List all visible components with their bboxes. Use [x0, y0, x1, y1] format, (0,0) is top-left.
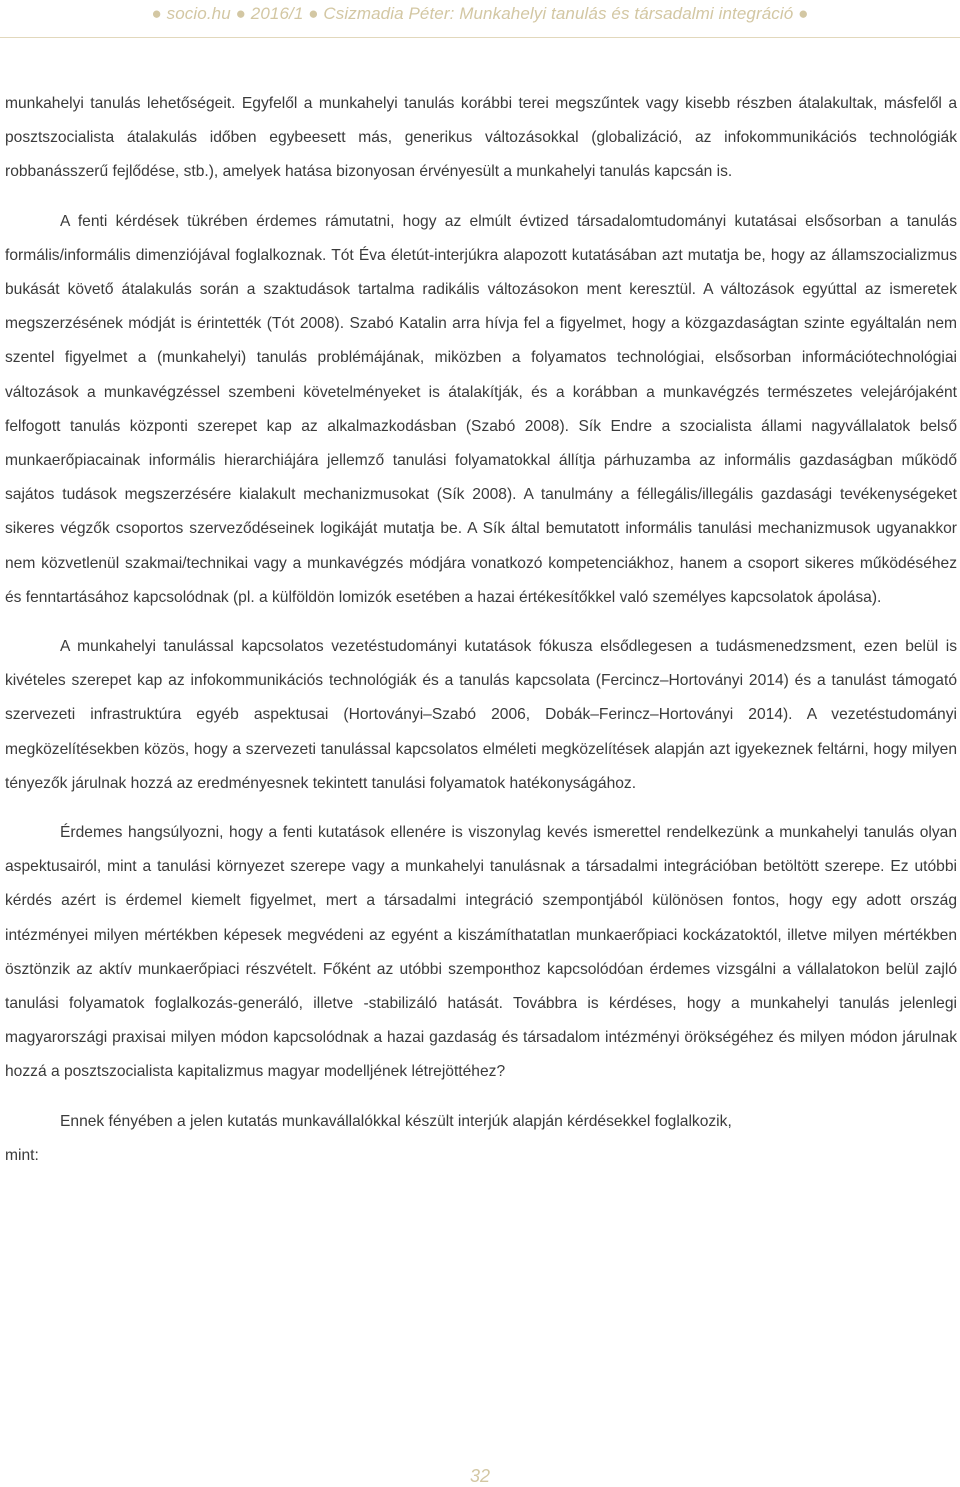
paragraph-5	[5, 1105, 957, 1173]
paragraph-5-last-word: mint:	[5, 1146, 39, 1164]
header-divider	[0, 37, 960, 38]
paragraph-3: A munkahelyi tanulással kapcsolatos vezetéstudományi kutatások fókusza elsődlegesen a tudásmenedzsment, ezen belül is kivételes szerepet kap az infokommunikációs technológiák és a tanulás kapcsolata (Fercincz–Hortoványi 2014) és a tanulást támogató szervezeti infrastruktúra egyéb aspektusai (Hortoványi–Szabó 2006, Dobák–Ferincz–Hortoványi 2014). A vezetéstudományi megközelítésekben közös, hogy a szervezeti tanulással kapcsolatos elméleti megközelítések alapján azt igyekeznek feltárni, hogy milyen tényezők járulnak hozzá az eredményesnek tekintett tanulási folyamatok hatékonyságához.	[5, 638, 957, 792]
running-header-text: ● socio.hu ● 2016/1 ● Csizmadia Péter: Munkahelyi tanulás és társadalmi integráció ●	[151, 4, 809, 23]
paragraph-4: Érdemes hangsúlyozni, hogy a fenti kutatások ellenére is viszonylag kevés ismerettel rendelkezünk a munkahelyi tanulás olyan aspektusairól, mint a tanulási környezet szerepe vagy a munkahelyi tanulásnak a társadalmi integrációban betöltött szerepe. Ez utóbbi kérdés azért is érdemel kiemelt figyelmet, mert a társadalmi integráció szempontjából különösen fontos, hogy egy adott ország intézményei milyen mértékben képesek megvédeni az egyént a kiszámíthatatlan munkaerőpiaci kockázatoktól, illetve milyen mértékben ösztönzik az aktív munkaerőpiaci részvételt. Főként az utóbbi szempонthoz kapcsolódóan érdemes vizsgálni a vállalatokon belül zajló tanulási folyamatok foglalkozás-generáló, illetve -stabilizáló hatását. Továbbra is kérdéses, hogy a munkahelyi tanulás jelenlegi magyarországi praxisai milyen módon kapcsolódnak a hazai gazdaság és társadalom intézményi örökségéhez és milyen módon járulnak hozzá a posztszocialista kapitalizmus magyar modelljének létrejöttéhez?	[5, 824, 957, 1081]
paragraph-5-text: Ennek fényében a jelen kutatás munkavállalókkal készült interjúk alapján kérdésekkel foglalkozik,	[60, 1112, 732, 1130]
paragraph-2: A fenti kérdések tükrében érdemes rámutatni, hogy az elmúlt évtized társadalomtudományi kutatásai elsősorban a tanulás formális/informális dimenziójával foglalkoznak. Tót Éva életút-interjúkra alapozott kutatásában azt mutatja be, hogy az államszocializmus bukását követő átalakulás során a szaktudások tartalma radikális változásokon ment keresztül. A változások egyúttal az ismeretek megszerzésének módját is érintették (Tót 2008). Szabó Katalin arra hívja fel a figyelmet, hogy a közgazdaságtan szinte egyáltalán nem szentel figyelmet a (munkahelyi) tanulás problémájának, miközben a folyamatos technológiai, elsősorban információtechnológiai változások a munkavégzéssel szembeni követelményeket is átalakítják, és a korábban a munkavégzés természetes velejárójaként felfogott tanulás központi szerepet kap az alkalmazkodásban (Szabó 2008). Sík Endre a szocialista állami nagyvállalatok belső munkaerőpiacainak informális hierarchiájára jellemző tanulási folyamatokkal állítja párhuzamba az informális gazdaságban működő sajátos tudások megszerzésére kialakult mechanizmusokat (Sík 2008). A tanulmány a féllegális/illegális gazdasági tevékenységeket sikeres végzők csoportos szerveződéseinek logikáját mutatja be. A Sík által bemutatott informális tanulási mechanizmusok ugyanakkor nem közvetlenül szakmai/technikai vagy a munkavégzés módjára vonatkozó kompetenciákhoz, hanem a csoport sikeres működéséhez és fenntartásához kapcsolódnak (pl. a külföldön lomizók esetében a hazai értékesítőkkel való személyes kapcsolatok ápolása).	[5, 212, 957, 606]
paragraph-1: munkahelyi tanulás lehetőségeit. Egyfelől a munkahelyi tanulás korábbi terei megszűntek vagy kisebb részben átalakultak, másfelől a posztszocialista átalakulás időben egybeesett más, generikus változásokkal (globalizáció, az infokommunikációs technológiák robbanásszerű fejlődése, stb.), amelyek hatása bizonyosan érvényesült a munkahelyi tanulás kapcsán is.	[5, 95, 957, 181]
page-number: 32	[469, 1466, 491, 1486]
article-body	[5, 87, 957, 1173]
